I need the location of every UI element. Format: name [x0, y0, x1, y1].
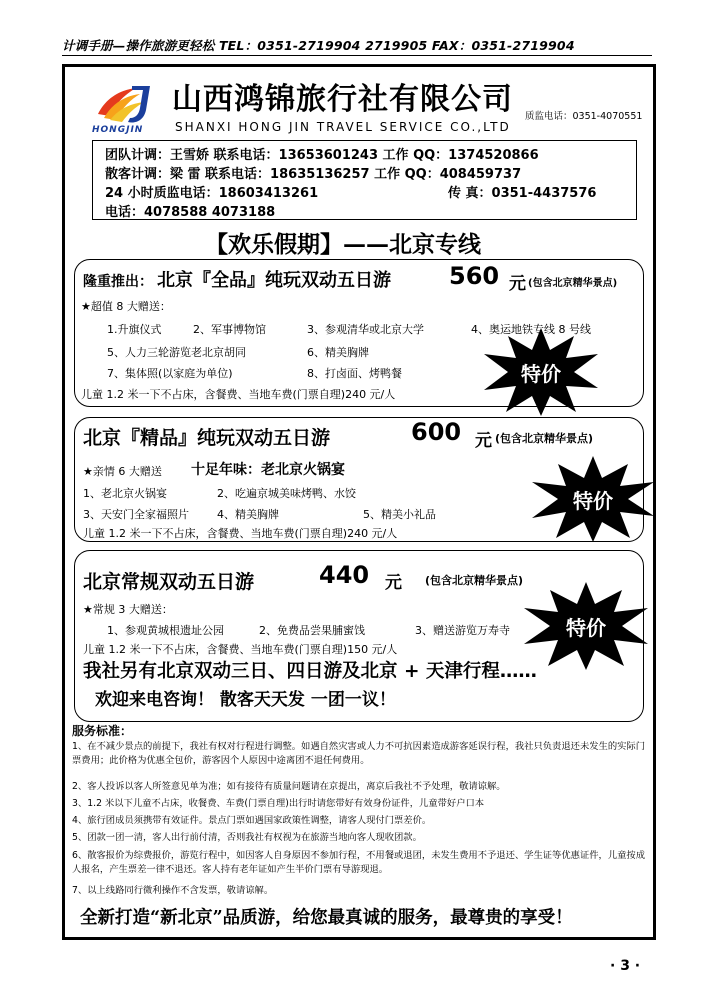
tour3-gift: 2、免费品尝果脯蜜饯: [259, 624, 365, 637]
standard-item: 5、团款一团一清，客人出行前付清，否则我社有权视为在旅游当地向客人现收团款。: [72, 832, 422, 843]
standard-item: 7、以上线路同行微利操作不含发票，敬请谅解。: [72, 885, 274, 896]
tour1-gift: 4、奥运地铁专线 8 号线: [471, 323, 591, 336]
tour3-gift: 1、参观黄城根遗址公园: [107, 624, 224, 637]
tour2-gift: 4、精美胸牌: [217, 508, 279, 521]
tour2-gift: 5、精美小礼品: [363, 508, 436, 521]
tour1-child-price: 儿童 1.2 米一下不占床，含餐费、当地车费(门票自理)240 元/人: [81, 388, 396, 401]
more-routes: 我社另有北京双动三日、四日游及北京 + 天津行程……: [83, 661, 537, 682]
tour1-prefix: 隆重推出：: [83, 274, 153, 290]
individual-coordinator: 散客计调：梁 雷 联系电话：18635136257 工作 QQ：408459737: [105, 167, 522, 182]
tour1-price: 560: [449, 262, 500, 290]
tour3-child-price: 儿童 1.2 米一下不占床，含餐费、当地车费(门票自理)150 元/人: [83, 643, 398, 656]
tour1-gift: 6、精美胸牌: [307, 346, 369, 359]
tour3-price-unit: 元: [385, 573, 402, 593]
tour2-price-unit: 元: [475, 431, 492, 451]
tour2-price: 600: [411, 418, 462, 446]
standard-item: 6、散客报价为综费报价，游览行程中，如因客人自身原因不参加行程，不用餐或退团，未发生费用不予退还、学生证等优惠证件，儿童按成人报名，产生票差一律不退还。客人持有老年证如产生半价门票有导游现退。: [72, 850, 646, 875]
company-name-en: SHANXI HONG JIN TRAVEL SERVICE CO.,LTD: [175, 120, 511, 134]
tour1-name: 北京『全品』纯玩双动五日游: [157, 270, 391, 291]
tour1-gift: 5、人力三轮游览老北京胡同: [107, 346, 246, 359]
tour2-gift: 3、天安门全家福照片: [83, 508, 189, 521]
contact-box: [92, 140, 637, 220]
header-divider: [62, 55, 652, 56]
tour3-name: 北京常规双动五日游: [83, 571, 255, 593]
special-price-badge: [530, 456, 656, 542]
office-phone: 电话：4078588 4073188: [105, 205, 276, 220]
special-price-badge: [482, 328, 600, 416]
tour1-gift: 1.升旗仪式: [107, 323, 162, 336]
tour2-highlight: 十足年味：老北京火锅宴: [191, 462, 345, 478]
supervision-phone: 质监电话：0351-4070551: [525, 111, 643, 122]
section-title: 【欢乐假期】——北京专线: [205, 231, 481, 258]
tour2-child-price: 儿童 1.2 米一下不占床，含餐费、当地车费(门票自理)240 元/人: [83, 527, 398, 540]
tour2-gifts-title: ★亲情 6 大赠送: [83, 465, 162, 478]
company-name-cn: 山西鸿锦旅行社有限公司: [172, 82, 513, 117]
tour1-price-unit: 元: [509, 274, 526, 294]
tour1-gift: 2、军事博物馆: [193, 323, 266, 336]
standard-item: 3、1.2 米以下儿童不占床，收餐费、车费(门票自理)出行时请您带好有效身份证件，儿童带好户口本: [72, 798, 485, 809]
welcome-line: 欢迎来电咨询！ 散客天天发 一团一议！: [95, 690, 396, 710]
tour3-note: (包含北京精华景点): [425, 574, 524, 587]
standard-item: 2、客人投诉以客人所签意见单为准；如有接待有质量问题请在京提出，离京后我社不予处理，敬请谅解。: [72, 781, 506, 792]
tour1-note: (包含北京精华景点): [528, 278, 618, 289]
group-coordinator: 团队计调：王雪娇 联系电话：13653601243 工作 QQ：1374520866: [105, 148, 539, 163]
tour2-gift: 2、吃遍京城美味烤鸭、水饺: [217, 487, 356, 500]
fax-number: 传 真：0351-4437576: [448, 186, 597, 201]
page-number: · 3 ·: [610, 958, 641, 974]
tour2-name: 北京『精品』纯玩双动五日游: [83, 427, 331, 449]
special-price-label: 特价: [566, 615, 606, 640]
special-price-badge: [522, 582, 650, 670]
special-price-label: 特价: [521, 361, 561, 386]
closing-slogan: 全新打造“新北京”品质游，给您最真诚的服务，最尊贵的享受！: [80, 908, 573, 928]
standard-item: 4、旅行团成员须携带有效证件。景点门票如遇国家政策性调整，请客人现付门票差价。: [72, 815, 432, 826]
tour1-gifts-title: ★超值 8 大赠送：: [81, 300, 171, 313]
tour1-gift: 3、参观清华或北京大学: [307, 323, 424, 336]
quality-hotline: 24 小时质监电话：18603413261: [105, 186, 319, 201]
tour2-note: (包含北京精华景点): [495, 432, 594, 445]
standards-title: 服务标准：: [72, 724, 133, 738]
tour1-gift: 7、集体照(以家庭为单位): [107, 367, 233, 380]
special-price-label: 特价: [573, 488, 613, 513]
header-bar: 计调手册—操作旅游更轻松 TEL：0351-2719904 2719905 FAX：0351-2719904: [62, 38, 575, 53]
tour3-gift: 3、赠送游览万寿寺: [415, 624, 510, 637]
tour2-gift: 1、老北京火锅宴: [83, 487, 167, 500]
tour3-price: 440: [319, 561, 370, 589]
tour1-gift: 8、打卤面、烤鸭餐: [307, 367, 402, 380]
tour3-gifts-title: ★常规 3 大赠送：: [83, 603, 173, 616]
standard-item: 1、在不减少景点的前提下，我社有权对行程进行调整。如遇自然灾害或人力不可抗因素造成游客延误行程，我社只负责退还未发生的实际门票费用；此价格为优惠全包价，游客因个人原因中途离团不退任何费用。: [72, 741, 646, 766]
logo-caption: HONGJIN: [92, 125, 144, 135]
